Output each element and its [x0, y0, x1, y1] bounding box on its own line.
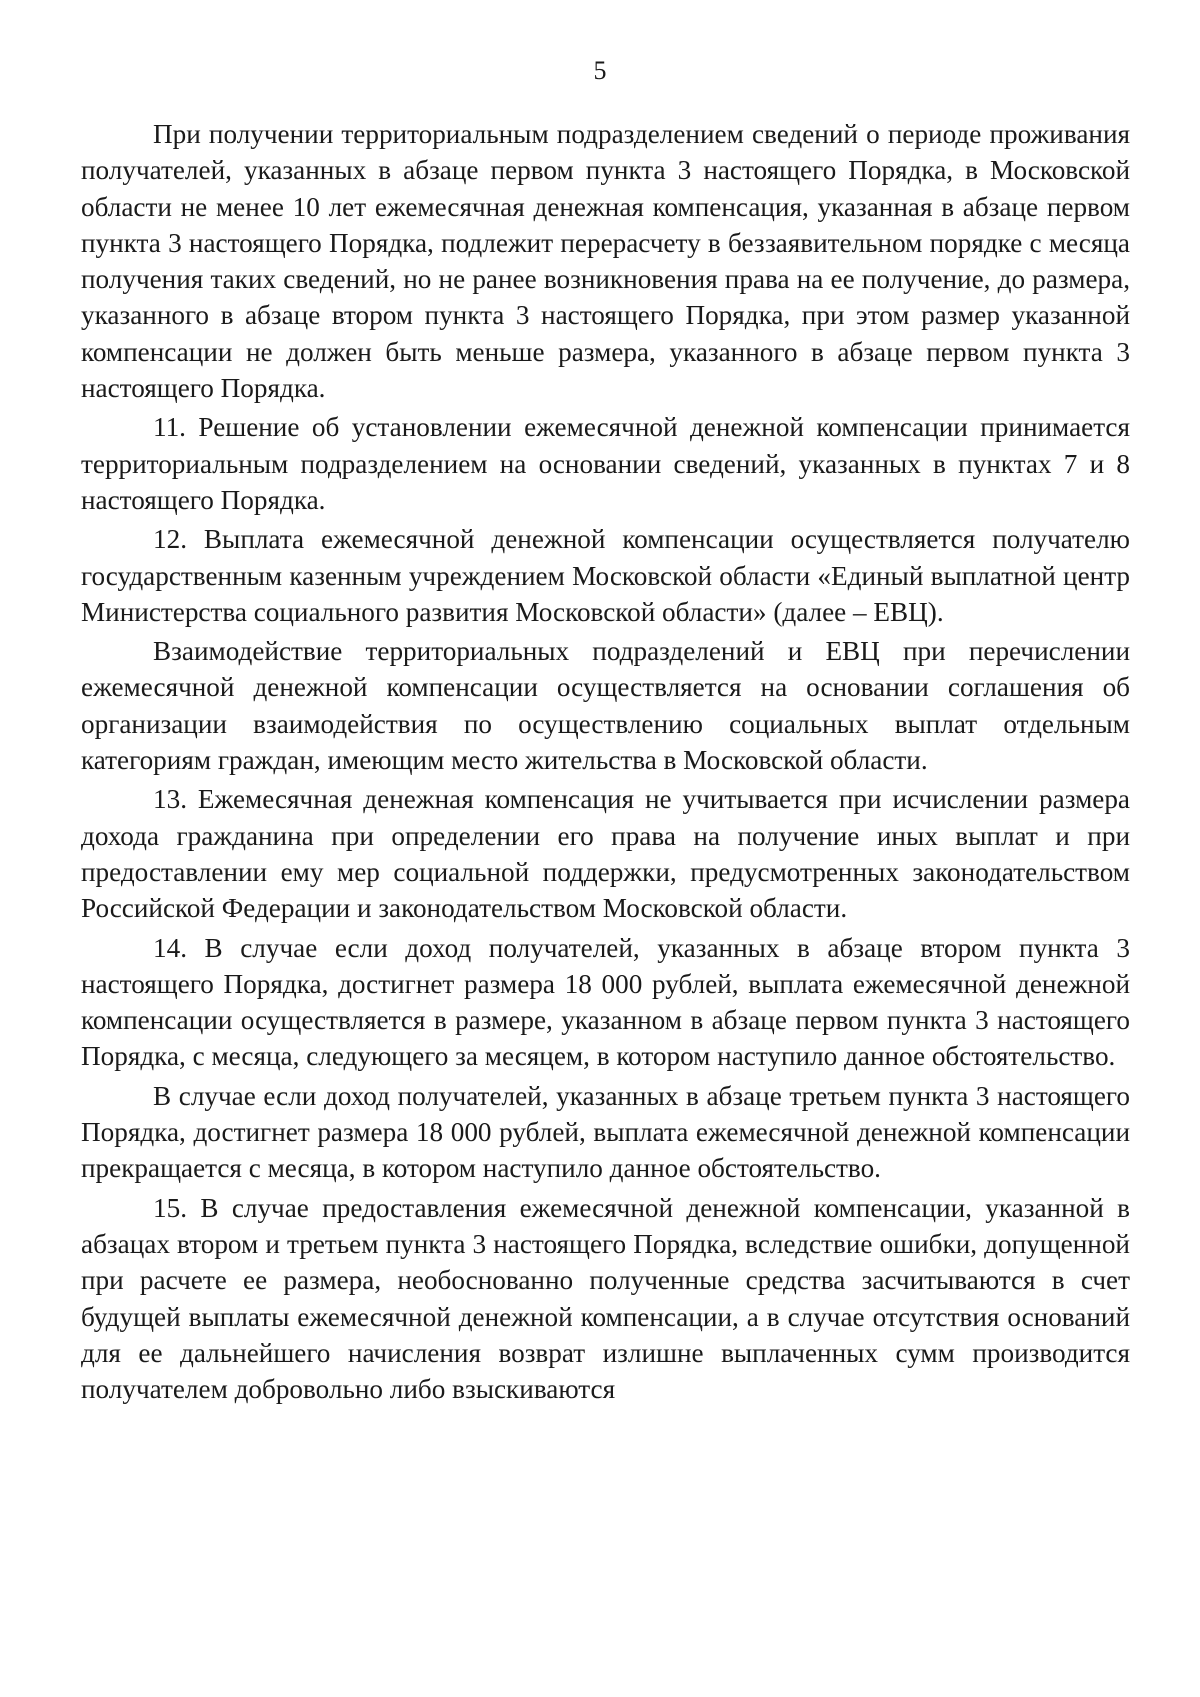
document-body: [81, 116, 1130, 1410]
paragraph-13-income: 13. Ежемесячная денежная компенсация не учитывается при исчислении размера дохода гражданина при определении его права на получение иных выплат и при предоставлении ему мер социальной поддержки, предусмотренных законодательством Российской Федерации и законодательством Московской области.: [81, 784, 1130, 924]
paragraph-14-income-threshold: 14. В случае если доход получателей, указанных в абзаце втором пункта 3 настоящего Порядка, достигнет размера 18 000 рублей, выплата ежемесячной денежной компенсации осуществляется в размере, указанном в абзаце первом пункта 3 настоящего Порядка, с месяца, следующего за месяцем, в котором наступило данное обстоятельство.: [81, 932, 1130, 1072]
page-number: 5: [593, 56, 607, 85]
paragraph-15-overpayment: 15. В случае предоставления ежемесячной денежной компенсации, указанной в абзацах втором и третьем пункта 3 настоящего Порядка, вследствие ошибки, допущенной при расчете ее размера, необоснованно полученные средства засчитываются в счет будущей выплаты ежемесячной денежной компенсации, а в случае отсутствия оснований для ее дальнейшего начисления возврат излишне выплаченных сумм производится получателем добровольно либо взыскиваются: [81, 1192, 1130, 1405]
paragraph-recalculation: При получении территориальным подразделением сведений о периоде проживания получателей, указанных в абзаце первом пункта 3 настоящего Порядка, в Московской области не менее 10 лет ежемесячная денежная компенсация, указанная в абзаце первом пункта 3 настоящего Порядка, подлежит перерасчету в беззаявительном порядке с месяца получения таких сведений, но не ранее возникновения права на ее получение, до размера, указанного в абзаце втором пункта 3 настоящего Порядка, при этом размер указанной компенсации не должен быть меньше размера, указанного в абзаце первом пункта 3 настоящего Порядка.: [81, 119, 1130, 404]
paragraph-11-decision: 11. Решение об установлении ежемесячной денежной компенсации принимается территориальным подразделением на основании сведений, указанных в пунктах 7 и 8 настоящего Порядка.: [81, 412, 1130, 515]
paragraph-12-payment: 12. Выплата ежемесячной денежной компенсации осуществляется получателю государственным казенным учреждением Московской области «Единый выплатной центр Министерства социального развития Московской области» (далее – ЕВЦ).: [81, 524, 1130, 627]
paragraph-termination: В случае если доход получателей, указанных в абзаце третьем пункта 3 настоящего Порядка, достигнет размера 18 000 рублей, выплата ежемесячной денежной компенсации прекращается с месяца, в котором наступило данное обстоятельство.: [81, 1080, 1130, 1184]
paragraph-interaction: Взаимодействие территориальных подразделений и ЕВЦ при перечислении ежемесячной денежной компенсации осуществляется на основании соглашения об организации взаимодействия по осуществлению социальных выплат отдельным категориям граждан, имеющим место жительства в Московской области.: [81, 636, 1130, 776]
